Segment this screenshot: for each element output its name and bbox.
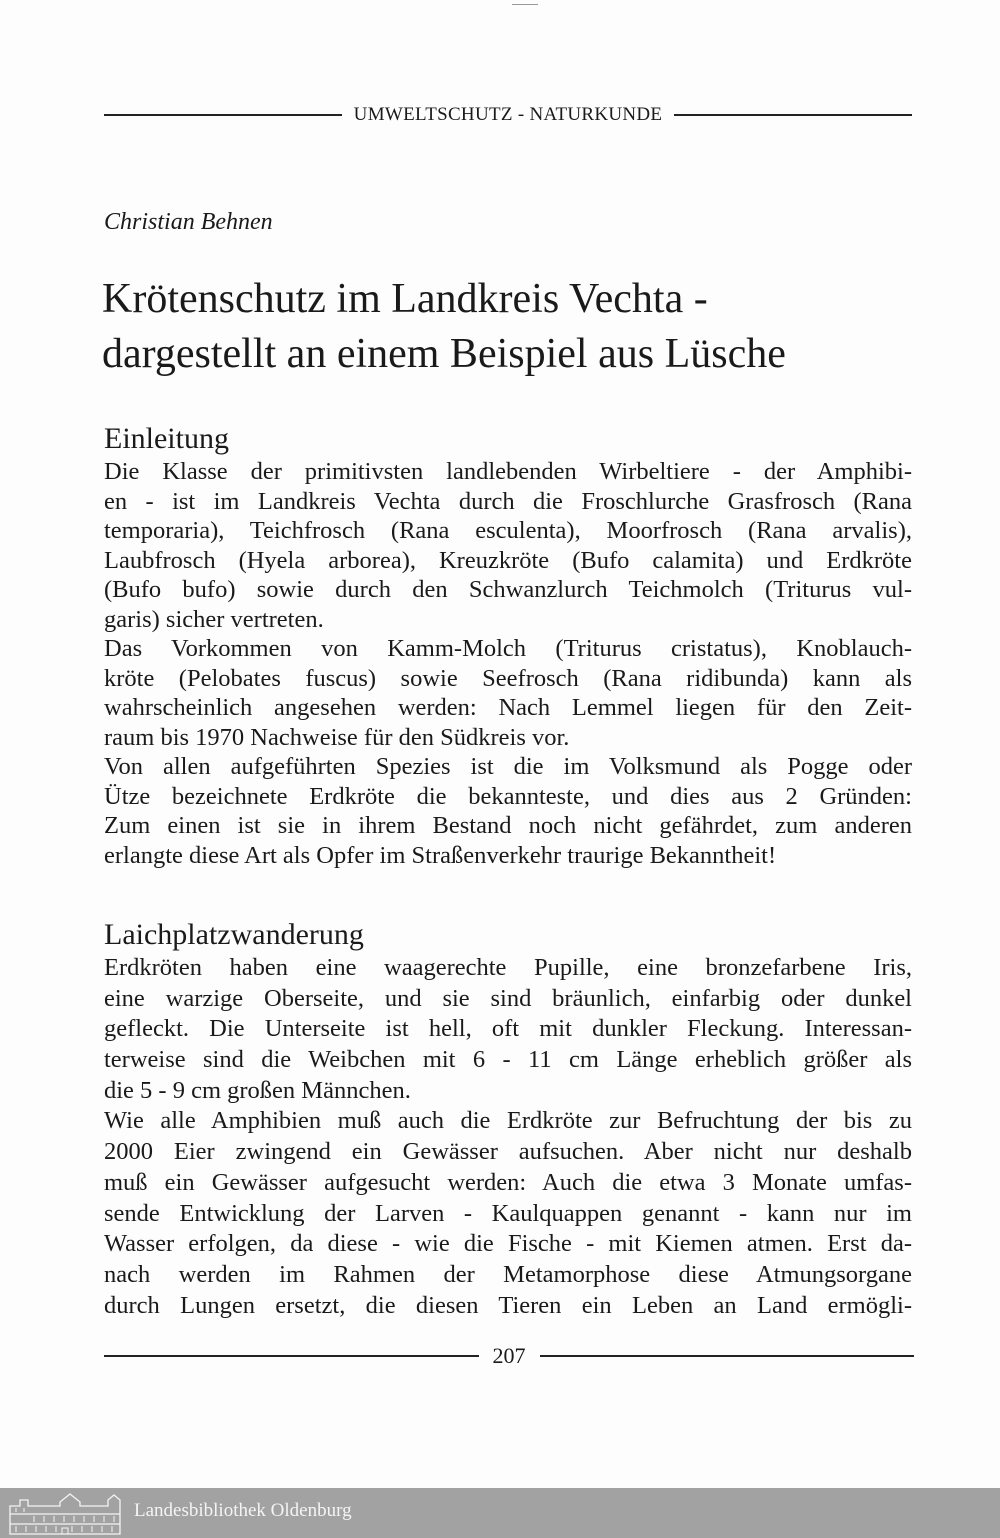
text-line: Wie alle Amphibien muß auch die Erdkröte zur Befruchtung der bis zu [104, 1107, 912, 1135]
text-line: eine warzige Oberseite, und sie sind bräunlich, einfarbig oder dunkel [104, 984, 912, 1012]
text-line: Das Vorkommen von Kamm-Molch (Triturus cristatus), Knoblauch- [104, 635, 912, 662]
page-footer [104, 1343, 914, 1369]
text-line: Die Klasse der primitivsten landlebenden Wirbeltiere - der Amphibi- [104, 458, 912, 485]
divider [104, 114, 342, 116]
divider [540, 1355, 915, 1357]
text-line: Wasser erfolgen, da diese - wie die Fische - mit Kiemen atmen. Erst da- [104, 1230, 912, 1258]
library-name: Landesbibliothek Oldenburg [134, 1500, 352, 1521]
text-line: muß ein Gewässer aufgesucht werden: Auch die etwa 3 Monate umfas- [104, 1168, 912, 1196]
library-building-logo-icon [6, 1492, 124, 1536]
title-line: dargestellt an einem Beispiel aus Lüsche [102, 331, 786, 377]
text-line: Laubfrosch (Hyela arborea), Kreuzkröte (Bufo calamita) und Erdkröte [104, 546, 912, 574]
article-title [102, 272, 786, 382]
text-line: wahrscheinlich angesehen werden: Nach Lemmel liegen für den Zeit- [104, 694, 912, 721]
running-head [104, 104, 912, 126]
divider [104, 1355, 479, 1357]
text-line: Ütze bezeichnete Erdkröte die bekannteste, und dies aus 2 Gründen: [104, 782, 912, 810]
text-line: Erdkröten haben eine waagerechte Pupille, eine bronzefarbene Iris, [104, 954, 912, 981]
text-line: (Bufo bufo) sowie durch den Schwanzlurch Teichmolch (Triturus vul- [104, 576, 912, 603]
text-line: die 5 - 9 cm großen Männchen. [104, 1076, 411, 1104]
text-line: sende Entwicklung der Larven - Kaulquappen genannt - kann nur im [104, 1199, 912, 1227]
section-heading: Laichplatzwanderung [104, 918, 364, 951]
section-heading: Einleitung [104, 422, 229, 455]
scan-mark [512, 4, 538, 5]
divider [674, 114, 912, 116]
text-line: garis) sicher vertreten. [104, 605, 324, 633]
text-line: gefleckt. Die Unterseite ist hell, oft mit dunkler Fleckung. Interessan- [104, 1015, 912, 1043]
text-line: temporaria), Teichfrosch (Rana esculenta), Moorfrosch (Rana arvalis), [104, 517, 912, 544]
text-line: erlangte diese Art als Opfer im Straßenverkehr traurige Bekanntheit! [104, 841, 777, 869]
text-line: en - ist im Landkreis Vechta durch die Froschlurche Grasfrosch (Rana [104, 487, 912, 515]
text-line: Von allen aufgeführten Spezies ist die im Volksmund als Pogge oder [104, 753, 912, 780]
section-body [104, 457, 912, 870]
text-line: Zum einen ist sie in ihrem Bestand noch nicht gefährdet, zum anderen [104, 812, 912, 839]
running-head-text: UMWELTSCHUTZ - NATURKUNDE [353, 104, 663, 125]
text-line: raum bis 1970 Nachweise für den Südkreis vor. [104, 723, 570, 751]
text-line: terweise sind die Weibchen mit 6 - 11 cm Länge erheblich größer als [104, 1046, 912, 1074]
author: Christian Behnen [104, 209, 273, 235]
page-number: 207 [492, 1343, 526, 1368]
text-line: durch Lungen ersetzt, die diesen Tieren ein Leben an Land ermögli- [104, 1291, 912, 1319]
section-body [104, 953, 912, 1321]
library-banner [0, 1488, 1000, 1538]
title-line: Krötenschutz im Landkreis Vechta - [102, 276, 708, 322]
text-line: 2000 Eier zwingend ein Gewässer aufsuchen. Aber nicht nur deshalb [104, 1138, 912, 1166]
text-line: kröte (Pelobates fuscus) sowie Seefrosch (Rana ridibunda) kann als [104, 664, 912, 692]
text-line: nach werden im Rahmen der Metamorphose diese Atmungsorgane [104, 1260, 912, 1288]
